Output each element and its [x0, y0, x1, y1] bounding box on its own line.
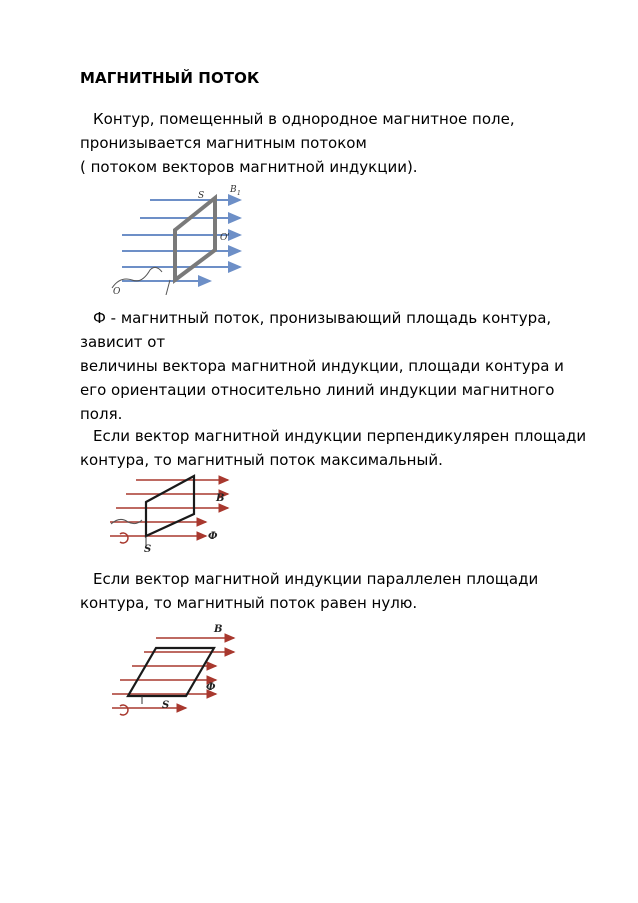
label-s: S [162, 700, 170, 711]
label-b: B [230, 185, 237, 195]
loop-frame [128, 648, 214, 696]
paragraph-line: зависит от [80, 333, 166, 351]
label-b-sub: 1 [237, 190, 241, 197]
rotation-arrow [120, 533, 128, 543]
perpendicular-diagram [106, 472, 238, 554]
label-o: O [113, 287, 121, 295]
perpendicular-paragraph [80, 424, 620, 472]
parallel-diagram [106, 620, 240, 724]
paragraph-line: величины вектора магнитной индукции, площади контура и [80, 357, 564, 375]
figure-perpendicular-case [106, 472, 238, 554]
label-s: S [198, 191, 205, 201]
paragraph-line: поля. [80, 405, 123, 423]
rotation-arrow [120, 705, 128, 715]
paragraph-line: Если вектор магнитной индукции параллелен площади [93, 570, 539, 588]
label-b: B [216, 493, 225, 504]
wire-lead [112, 267, 162, 288]
paragraph-line: его ориентации относительно линий индукции магнитного [80, 381, 555, 399]
axis-stub [166, 280, 170, 295]
paragraph-line: контура, то магнитный поток равен нулю. [80, 594, 418, 612]
parallel-paragraph [80, 567, 620, 615]
paragraph-line: Если вектор магнитной индукции перпендикулярен площади [93, 427, 587, 445]
intro-paragraph [80, 107, 620, 179]
paragraph-line: ( потоком векторов магнитной индукции). [80, 158, 418, 176]
label-phi: Ф [208, 531, 218, 542]
paragraph-line: Контур, помещенный в однородное магнитное поле, [93, 110, 515, 128]
figure-parallel-case [106, 620, 240, 724]
label-s: S [144, 544, 152, 554]
flux-definition-paragraph [80, 306, 620, 426]
loop-frame [146, 476, 194, 536]
label-phi: Ф [206, 682, 216, 693]
paragraph-line: контура, то магнитный поток максимальный. [80, 451, 443, 469]
loop-diagram [110, 180, 260, 295]
label-o-prime: O' [220, 233, 230, 243]
paragraph-line: Ф - магнитный поток, пронизывающий площадь контура, [93, 309, 552, 327]
paragraph-line: пронизывается магнитным потоком [80, 134, 367, 152]
label-b: B [214, 624, 223, 635]
figure-loop-uniform-field [110, 180, 260, 295]
page-title: МАГНИТНЫЙ ПОТОК [80, 69, 260, 87]
